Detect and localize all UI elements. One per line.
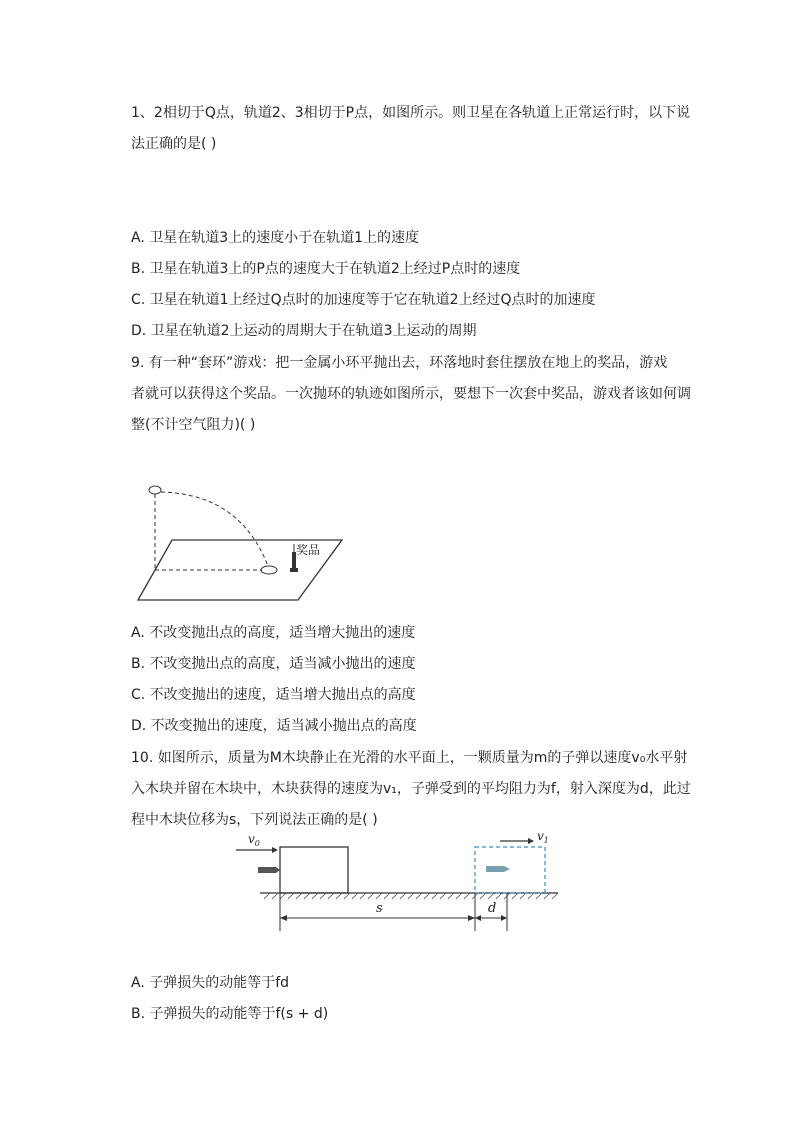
embedded-bullet [486, 866, 510, 872]
v0-label: $v_0$ [248, 832, 260, 848]
q9-stem-line2: 者就可以获得这个奖品。一次抛环的轨迹如图所示，要想下一次套中奖品，游戏者该如何调 [131, 386, 691, 402]
bullet-block-figure [232, 828, 562, 933]
bullet [258, 867, 280, 873]
q8-option-b: B. 卫星在轨道3上的P点的速度大于在轨道2上经过P点时的速度 [131, 261, 521, 277]
launch-ring [149, 486, 161, 494]
q9-option-c: C. 不改变抛出的速度，适当增大抛出点的高度 [131, 687, 416, 703]
q9-option-a: A. 不改变抛出点的高度，适当增大抛出的速度 [131, 625, 416, 641]
q10-stem-line3: 程中木块位移为s，下列说法正确的是( ) [131, 812, 378, 828]
q8-stem-line2: 法正确的是( ) [131, 136, 217, 152]
q8-stem-line1: 1、2相切于Q点，轨道2、3相切于P点，如图所示。则卫星在各轨道上正常运行时，以下说 [131, 105, 691, 121]
v1-label: $v_1$ [537, 829, 549, 845]
block-final [475, 847, 545, 893]
q10-stem-line2: 入木块并留在木块中，木块获得的速度为v₁，子弹受到的平均阻力为f，射入深度为d，此过 [131, 781, 691, 797]
q9-stem-line1: 9. 有一种“套环”游戏：把一金属小环平抛出去，环落地时套住摆放在地上的奖品，游戏 [131, 355, 668, 371]
q9-stem-line3: 整(不计空气阻力)( ) [131, 417, 256, 433]
q9-option-b: B. 不改变抛出点的高度，适当减小抛出的速度 [131, 656, 416, 672]
ring-toss-figure [130, 478, 370, 613]
q8-option-d: D. 卫星在轨道2上运动的周期大于在轨道3上运动的周期 [131, 323, 477, 339]
prize-label: 奖品 [296, 543, 321, 557]
d-label: d [488, 901, 497, 916]
q8-option-c: C. 卫星在轨道1上经过Q点时的加速度等于它在轨道2上经过Q点时的加速度 [131, 292, 596, 308]
landing-ring [261, 566, 277, 574]
trajectory-path [161, 492, 268, 566]
q8-option-a: A. 卫星在轨道3上的速度小于在轨道1上的速度 [131, 230, 420, 246]
q10-option-a: A. 子弹损失的动能等于fd [131, 975, 290, 991]
q10-option-b: B. 子弹损失的动能等于f(s + d) [131, 1006, 329, 1022]
q10-stem-line1: 10. 如图所示，质量为M木块静止在光滑的水平面上，一颗质量为m的子弹以速度v₀水平射 [131, 750, 688, 766]
s-label: s [376, 901, 383, 916]
q9-option-d: D. 不改变抛出的速度，适当减小抛出点的高度 [131, 718, 417, 734]
block-initial [280, 847, 348, 893]
